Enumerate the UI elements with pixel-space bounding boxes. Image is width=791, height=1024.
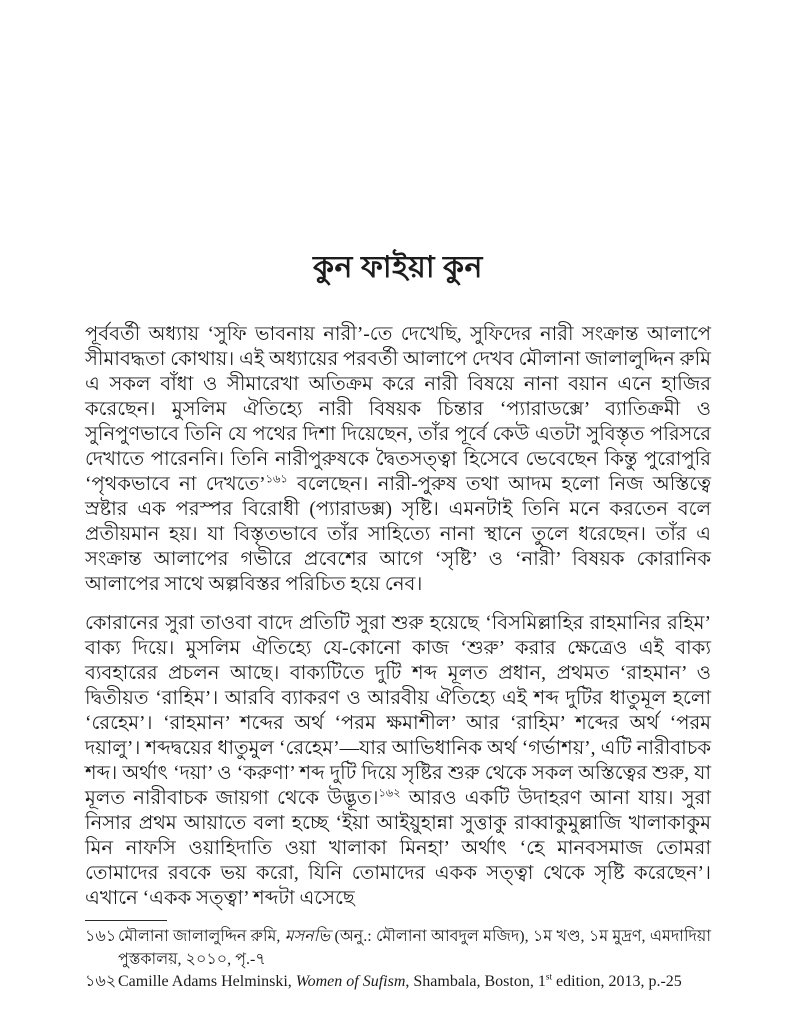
footnote-number: ১৬১ [85, 928, 117, 945]
footnote-161 [85, 926, 711, 971]
footnote-separator [85, 920, 167, 921]
chapter-title: কুন ফাইয়া কুন [313, 251, 483, 284]
paragraph-1: পূর্ববর্তী অধ্যায় ‘সুফি ভাবনায় নারী’-তে দেখেছি, সুফিদের নারী সংক্রান্ত আলাপে সীমাবদ্ধতা কোথায়। এই অধ্যায়ের পরবর্তী আলাপে দেখব মৌলানা জালালুদ্দিন রুমি এ সকল বাঁধা ও সীমারেখা অতিক্রম করে নারী বিষয়ে নানা বয়ান এনে হাজির করেছেন। মুসলিম ঐতিহ্যে নারী বিষয়ক চিন্তার ‘প্যারাডক্সে’ ব্যাতিক্রমী ও সুনিপুণভাবে তিনি যে পথের দিশা দিয়েছেন, তাঁর পূর্বে কেউ এতটা সুবিস্তৃত পরিসরে দেখাতে পারেননি। তিনি নারীপুরুষকে দ্বৈতসত্ত্বা হিসেবে ভেবেছেন কিন্তু পুরোপুরি ‘পৃথকভাবে না দেখতে’$^{১৬১}$ বলেছেন। নারী-পুরুষ তথা আদম হলো নিজ অস্তিত্বে স্রষ্টার এক পরস্পর বিরোধী (প্যারাডক্স) সৃষ্টি। এমনটাই তিনি মনে করতেন বলে প্রতীয়মান হয়। যা বিস্তৃতভাবে তাঁর সাহিত্যে নানা স্থানে তুলে ধরেছেন। তাঁর এ সংক্রান্ত আলাপের গভীরে প্রবেশের আগে ‘সৃষ্টি’ ও ‘নারী’ বিষয়ক কোরানিক আলাপের সাথে অল্পবিস্তর পরিচিত হয়ে নেব। [85, 324, 711, 595]
paragraph-2: কোরানের সুরা তাওবা বাদে প্রতিটি সুরা শুরু হয়েছে ‘বিসমিল্লাহির রাহমানির রহিম’ বাক্য দিয়ে। মুসলিম ঐতিহ্যে যে-কোনো কাজ ‘শুরু’ করার ক্ষেত্রেও এই বাক্য ব্যবহারের প্রচলন আছে। বাক্যটিতে দুটি শব্দ মূলত প্রধান, প্রথমত ‘রাহমান’ ও দ্বিতীয়ত ‘রাহিম’। আরবি ব্যাকরণ ও আরবীয় ঐতিহ্যে এই শব্দ দুটির ধাতুমূল হলো ‘রেহেম’। ‘রাহমান’ শব্দের অর্থ ‘পরম ক্ষমাশীল’ আর ‘রাহিম’ শব্দের অর্থ ‘পরম দয়ালু’। শব্দদ্বয়ের ধাতুমুল ‘রেহেম’—যার আভিধানিক অর্থ ‘গর্ভাশয়’, এটি নারীবাচক শব্দ। অর্থাৎ ‘দয়া’ ও ‘করুণা’ শব্দ দুটি দিয়ে সৃষ্টির শুরু থেকে সকল অস্তিত্বের শুরু, যা মূলত নারীবাচক জায়গা থেকে উদ্ভূত।$^{১৬২}$ আরও একটি উদাহরণ আনা যায়। সুরা নিসার প্রথম আয়াতে বলা হচ্ছে ‘ইয়া আইয়ুহান্না সুত্তাকু রাব্বাকুমুল্লাজি খালাকাকুম মিন নাফসি ওয়াহিদাতি ওয়া খালাকা মিনহা’ অর্থাৎ ‘হে মানবসমাজ তোমরা তোমাদের রবকে ভয় করো, যিনি তোমাদের একক সত্ত্বা থেকে সৃষ্টি করেছেন’। এখানে ‘একক সত্ত্বা’ শব্দটা এসেছে [85, 613, 711, 909]
footnote-number: ১৬২ [85, 973, 117, 990]
body-text [85, 322, 711, 911]
footnote-text: মৌলানা জালালুদ্দিন রুমি, মসনভি (অনু.: মৌলানা আবদুল মজিদ), ১ম খণ্ড, ১ম মুদ্রণ, এমদাদিয়া পুস্তকালয়, ২০১০, পৃ.-৭ [118, 928, 711, 968]
footnote-162 [85, 971, 711, 994]
footnotes [85, 926, 711, 994]
footnote-text: Camille Adams Helminski, Women of Sufism, Shambala, Boston, 1st edition, 2013, p.-25 [118, 972, 682, 990]
